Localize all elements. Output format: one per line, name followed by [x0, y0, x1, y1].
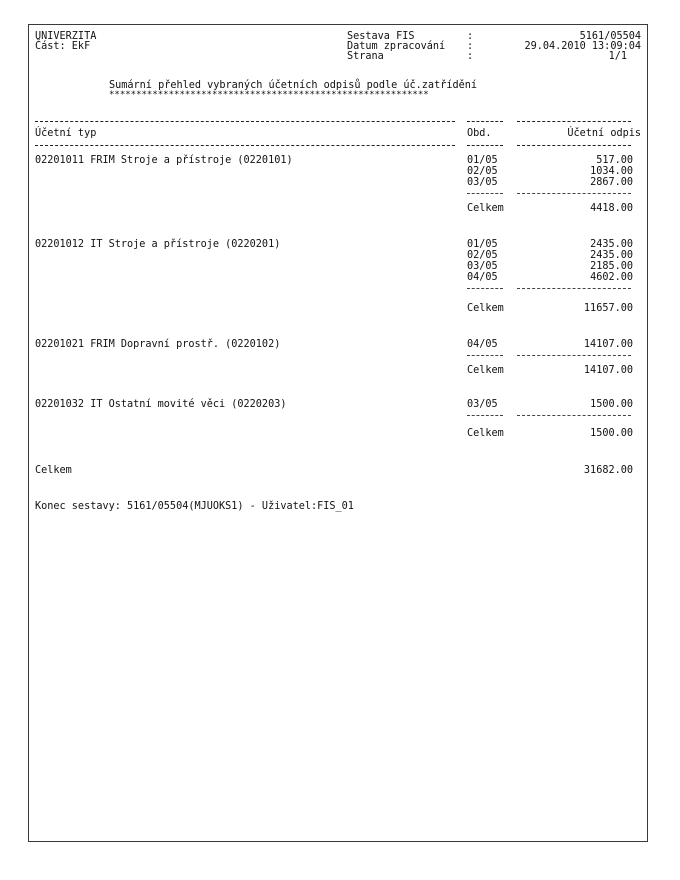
- group-label: 02201021 FRIM Dopravní prostř. (0220102): [35, 339, 281, 350]
- group-label: 02201012 IT Stroje a přístroje (0220201): [35, 239, 281, 250]
- row-amount: 2185.00: [590, 261, 633, 272]
- row-amount: 14107.00: [583, 339, 633, 350]
- header-rule: [35, 145, 455, 146]
- row-period: 02/05: [467, 166, 498, 177]
- row-period: 03/05: [467, 261, 498, 272]
- subtotal-rule: [467, 193, 503, 194]
- subtotal-rule: [467, 415, 503, 416]
- report-title: Sumární přehled vybraných účetních odpisů podle úč.zatřídění: [109, 80, 478, 91]
- subtotal-label: Celkem: [467, 365, 504, 376]
- subtotal-label: Celkem: [467, 428, 504, 439]
- subtotal-rule: [517, 415, 631, 416]
- org-name: UNIVERZITA: [35, 31, 97, 42]
- subtotal-value: 11657.00: [583, 303, 633, 314]
- subtotal-value: 1500.00: [590, 428, 633, 439]
- date-label: Datum zpracování: [347, 41, 446, 52]
- header-rule: [517, 121, 631, 122]
- row-period: 02/05: [467, 250, 498, 261]
- row-period: 03/05: [467, 399, 498, 410]
- col-type-header: Účetní typ: [35, 128, 97, 139]
- row-amount: 1034.00: [590, 166, 633, 177]
- colon: :: [467, 51, 474, 62]
- col-amount-header: Účetní odpis: [567, 128, 641, 139]
- col-period-header: Obd.: [467, 128, 492, 139]
- colon: :: [467, 31, 474, 42]
- subtotal-rule: [517, 355, 631, 356]
- row-amount: 517.00: [596, 155, 633, 166]
- report-page: [28, 24, 648, 842]
- subtotal-value: 4418.00: [590, 203, 633, 214]
- date-value: 29.04.2010 13:09:04: [524, 41, 641, 52]
- report-value: 5161/05504: [579, 31, 641, 42]
- row-amount: 2435.00: [590, 250, 633, 261]
- report-footer: Konec sestavy: 5161/05504(MJUOKS1) - Uživatel:FIS_01: [35, 501, 354, 512]
- page-value: 1/1: [608, 51, 627, 62]
- org-unit: Část: EkF: [35, 41, 91, 52]
- group-label: 02201032 IT Ostatní movité věci (0220203): [35, 399, 287, 410]
- subtotal-rule: [467, 355, 503, 356]
- header-rule: [467, 145, 503, 146]
- row-amount: 2867.00: [590, 177, 633, 188]
- subtotal-value: 14107.00: [583, 365, 633, 376]
- page-label: Strana: [347, 51, 384, 62]
- row-period: 04/05: [467, 339, 498, 350]
- grand-total-value: 31682.00: [583, 465, 633, 476]
- subtotal-rule: [467, 288, 503, 289]
- row-period: 01/05: [467, 155, 498, 166]
- header-rule: [35, 121, 455, 122]
- colon: :: [467, 41, 474, 52]
- report-label: Sestava FIS: [347, 31, 415, 42]
- row-amount: 2435.00: [590, 239, 633, 250]
- subtotal-label: Celkem: [467, 203, 504, 214]
- row-period: 01/05: [467, 239, 498, 250]
- header-rule: [467, 121, 503, 122]
- row-amount: 1500.00: [590, 399, 633, 410]
- row-amount: 4602.00: [590, 272, 633, 283]
- header-rule: [517, 145, 631, 146]
- group-label: 02201011 FRIM Stroje a přístroje (0220101): [35, 155, 293, 166]
- row-period: 04/05: [467, 272, 498, 283]
- subtotal-rule: [517, 193, 631, 194]
- grand-total-label: Celkem: [35, 465, 72, 476]
- subtotal-label: Celkem: [467, 303, 504, 314]
- subtotal-rule: [517, 288, 631, 289]
- row-period: 03/05: [467, 177, 498, 188]
- title-underline: ***********************************************************: [109, 90, 429, 100]
